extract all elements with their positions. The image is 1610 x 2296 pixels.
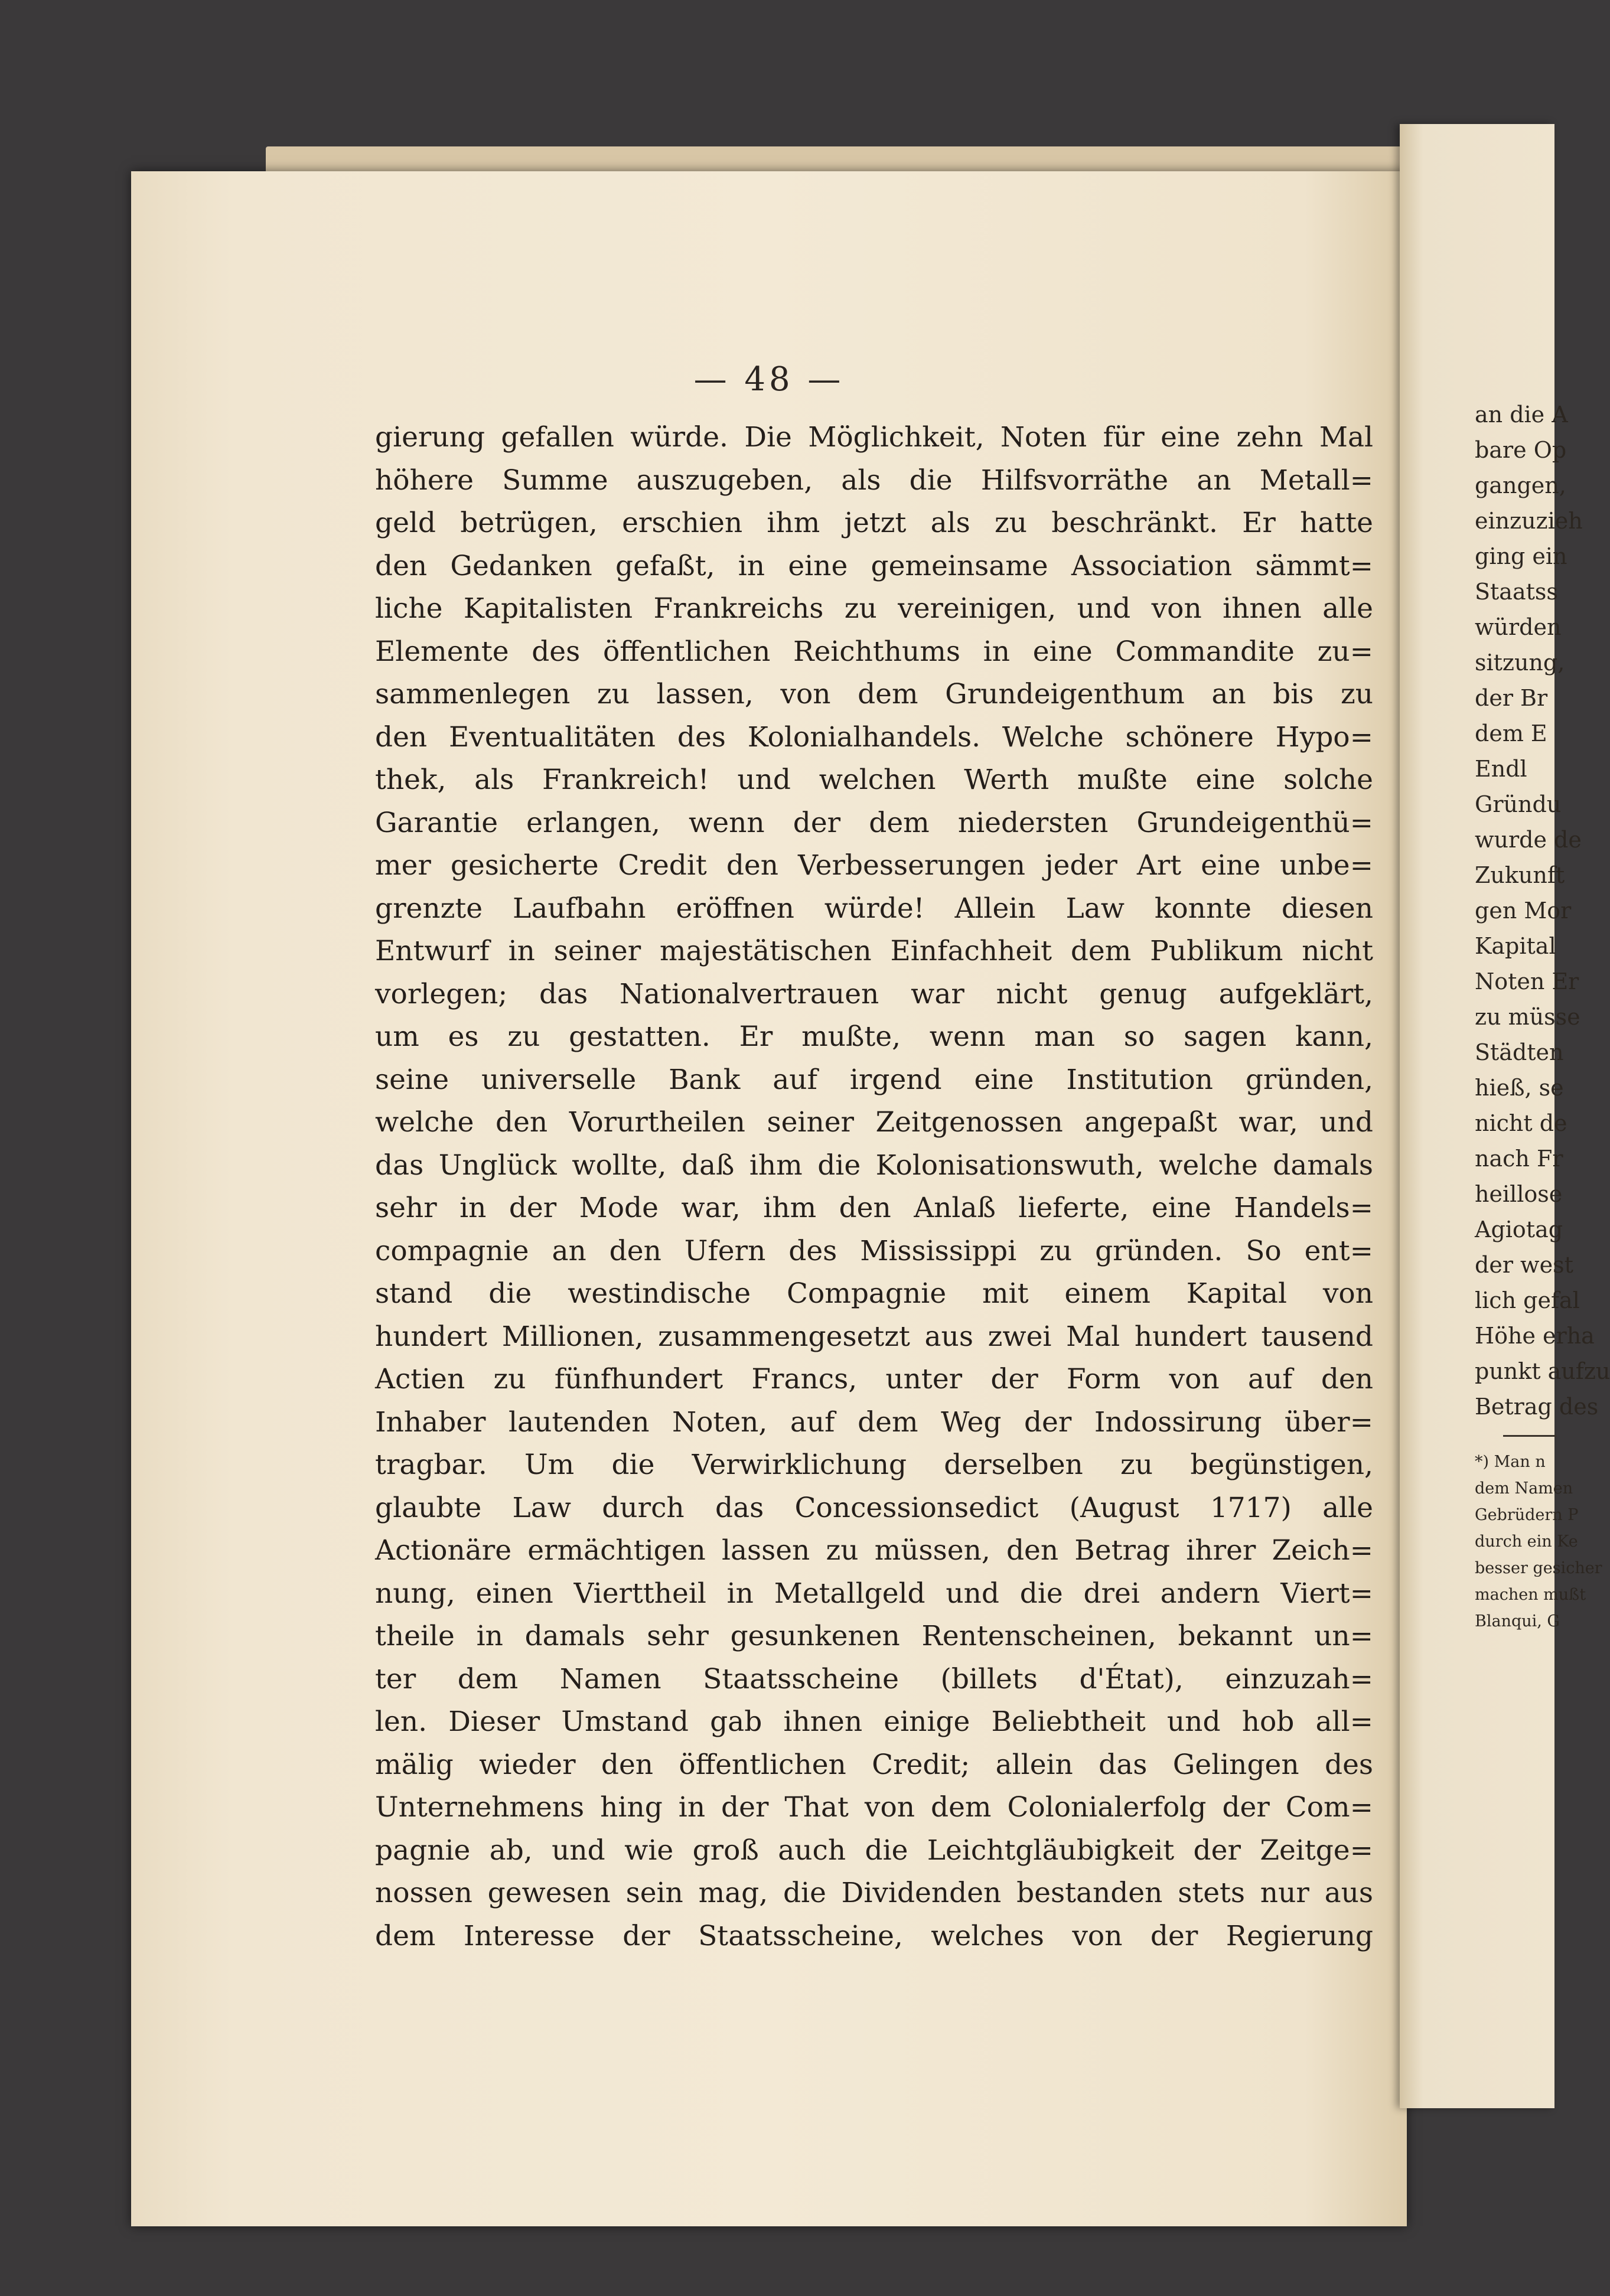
adjacent-page xyxy=(1400,124,1610,2108)
text-line: das Unglück wollte, daß ihm die Kolonisationswuth, welche damals xyxy=(375,1149,1373,1182)
adjacent-text-line: Betrag des xyxy=(1475,1394,1599,1420)
adjacent-text-line: wurde de xyxy=(1475,827,1582,853)
adjacent-text-line: bare Op xyxy=(1475,437,1567,463)
text-line: Garantie erlangen, wenn der dem niedersten Grundeigenthü= xyxy=(375,806,1373,839)
text-line: nung, einen Vierttheil in Metallgeld und die drei andern Viert= xyxy=(375,1577,1373,1610)
text-line: stand die westindische Compagnie mit einem Kapital von xyxy=(375,1277,1373,1310)
adjacent-footnote-line: Blanqui, G xyxy=(1475,1612,1560,1630)
text-line: vorlegen; das Nationalvertrauen war nicht genug aufgeklärt, xyxy=(375,977,1373,1010)
adjacent-text-line: dem E xyxy=(1475,720,1547,746)
text-line: ter dem Namen Staatsscheine (billets d'État), einzuzah= xyxy=(375,1662,1373,1695)
adjacent-text-line: Städten xyxy=(1475,1039,1564,1065)
adjacent-footnote-line: besser gesicher xyxy=(1475,1559,1602,1577)
adjacent-text-line: heillose xyxy=(1475,1181,1563,1207)
text-line: thek, als Frankreich! und welchen Werth mußte eine solche xyxy=(375,764,1373,796)
adjacent-text-line: sitzung, xyxy=(1475,650,1565,676)
text-line: höhere Summe auszugeben, als die Hilfsvorräthe an Metall= xyxy=(375,464,1373,497)
adjacent-text-line: Zukunft xyxy=(1475,862,1565,888)
text-line: Entwurf in seiner majestätischen Einfachheit dem Publikum nicht xyxy=(375,935,1373,967)
adjacent-text-line: punkt aufzu xyxy=(1475,1358,1610,1384)
text-line: pagnie ab, und wie groß auch die Leichtgläubigkeit der Zeitge= xyxy=(375,1834,1373,1867)
text-line: Actionäre ermächtigen lassen zu müssen, den Betrag ihrer Zeich= xyxy=(375,1534,1373,1567)
adjacent-text-line: Höhe erha xyxy=(1475,1323,1595,1349)
adjacent-footnote-line: Gebrüdern P xyxy=(1475,1506,1579,1524)
text-line: sammenlegen zu lassen, von dem Grundeigenthum an bis zu xyxy=(375,678,1373,710)
adjacent-footnote-line: machen mußt xyxy=(1475,1586,1586,1604)
text-line: glaubte Law durch das Concessionsedict (August 1717) alle xyxy=(375,1491,1373,1524)
adjacent-text-line: Gründu xyxy=(1475,791,1562,817)
text-line: Unternehmens hing in der That von dem Colonialerfolg der Com= xyxy=(375,1791,1373,1824)
adjacent-text-line: Agiotag xyxy=(1475,1217,1563,1242)
text-line: mer gesicherte Credit den Verbesserungen jeder Art eine unbe= xyxy=(375,849,1373,882)
adjacent-footnote-line: durch ein Ke xyxy=(1475,1532,1578,1551)
text-line: um es zu gestatten. Er mußte, wenn man so sagen kann, xyxy=(375,1020,1373,1053)
adjacent-text-line: einzuzieh xyxy=(1475,508,1583,534)
text-line: gierung gefallen würde. Die Möglichkeit, Noten für eine zehn Mal xyxy=(375,421,1373,454)
adjacent-footnote-line: *) Man n xyxy=(1475,1453,1546,1471)
footnote-rule xyxy=(1503,1435,1556,1437)
body-text xyxy=(375,416,1373,1958)
adjacent-text-line: gen Mor xyxy=(1475,898,1572,924)
adjacent-text-line: an die A xyxy=(1475,402,1568,428)
text-line: Inhaber lautenden Noten, auf dem Weg der Indossirung über= xyxy=(375,1405,1373,1439)
text-line: liche Kapitalisten Frankreichs zu vereinigen, und von ihnen alle xyxy=(375,592,1373,625)
adjacent-text-line: Staatss xyxy=(1475,579,1558,605)
page-number: — 48 — xyxy=(693,360,845,399)
adjacent-text-line: nicht de xyxy=(1475,1110,1567,1136)
text-line: sehr in der Mode war, ihm den Anlaß lieferte, eine Handels= xyxy=(375,1192,1373,1224)
adjacent-text-line: zu müsse xyxy=(1475,1004,1580,1030)
adjacent-text-line: ging ein xyxy=(1475,543,1567,569)
text-line: Elemente des öffentlichen Reichthums in eine Commandite zu= xyxy=(375,635,1373,668)
adjacent-text-line: nach Fr xyxy=(1475,1146,1563,1172)
text-line: grenzte Laufbahn eröffnen würde! Allein Law konnte diesen xyxy=(375,892,1373,925)
text-line: welche den Vorurtheilen seiner Zeitgenossen angepaßt war, und xyxy=(375,1106,1373,1139)
adjacent-text-line: lich gefal xyxy=(1475,1287,1580,1313)
text-line: Actien zu fünfhundert Francs, unter der Form von auf den xyxy=(375,1363,1373,1395)
text-line: seine universelle Bank auf irgend eine Institution gründen, xyxy=(375,1063,1373,1096)
text-line: geld betrügen, erschien ihm jetzt als zu beschränkt. Er hatte xyxy=(375,507,1373,539)
book-page xyxy=(131,171,1407,2226)
text-line: nossen gewesen sein mag, die Dividenden bestanden stets nur aus xyxy=(375,1877,1373,1909)
adjacent-footnote-line: dem Namen xyxy=(1475,1479,1573,1498)
text-line: den Eventualitäten des Kolonialhandels. Welche schönere Hypo= xyxy=(375,720,1373,754)
text-line: theile in damals sehr gesunkenen Rentenscheinen, bekannt un= xyxy=(375,1620,1373,1652)
adjacent-text-line: Endl xyxy=(1475,756,1527,782)
text-line: den Gedanken gefaßt, in eine gemeinsame Association sämmt= xyxy=(375,549,1373,582)
adjacent-text-line: gangen, xyxy=(1475,472,1566,498)
adjacent-text-line: Kapital xyxy=(1475,933,1556,959)
text-line: dem Interesse der Staatsscheine, welches von der Regierung xyxy=(375,1919,1373,1952)
text-line: hundert Millionen, zusammengesetzt aus zwei Mal hundert tausend xyxy=(375,1320,1373,1353)
adjacent-text-line: hieß, se xyxy=(1475,1075,1564,1101)
adjacent-text-line: Noten Er xyxy=(1475,968,1579,994)
adjacent-text-line: der Br xyxy=(1475,685,1548,711)
text-line: len. Dieser Umstand gab ihnen einige Beliebtheit und hob all= xyxy=(375,1705,1373,1738)
text-line: compagnie an den Ufern des Mississippi zu gründen. So ent= xyxy=(375,1234,1373,1267)
text-line: tragbar. Um die Verwirklichung derselben zu begünstigen, xyxy=(375,1449,1373,1481)
text-line: mälig wieder den öffentlichen Credit; allein das Gelingen des xyxy=(375,1748,1373,1781)
adjacent-text-line: würden xyxy=(1475,614,1562,640)
adjacent-text-line: der west xyxy=(1475,1252,1573,1278)
